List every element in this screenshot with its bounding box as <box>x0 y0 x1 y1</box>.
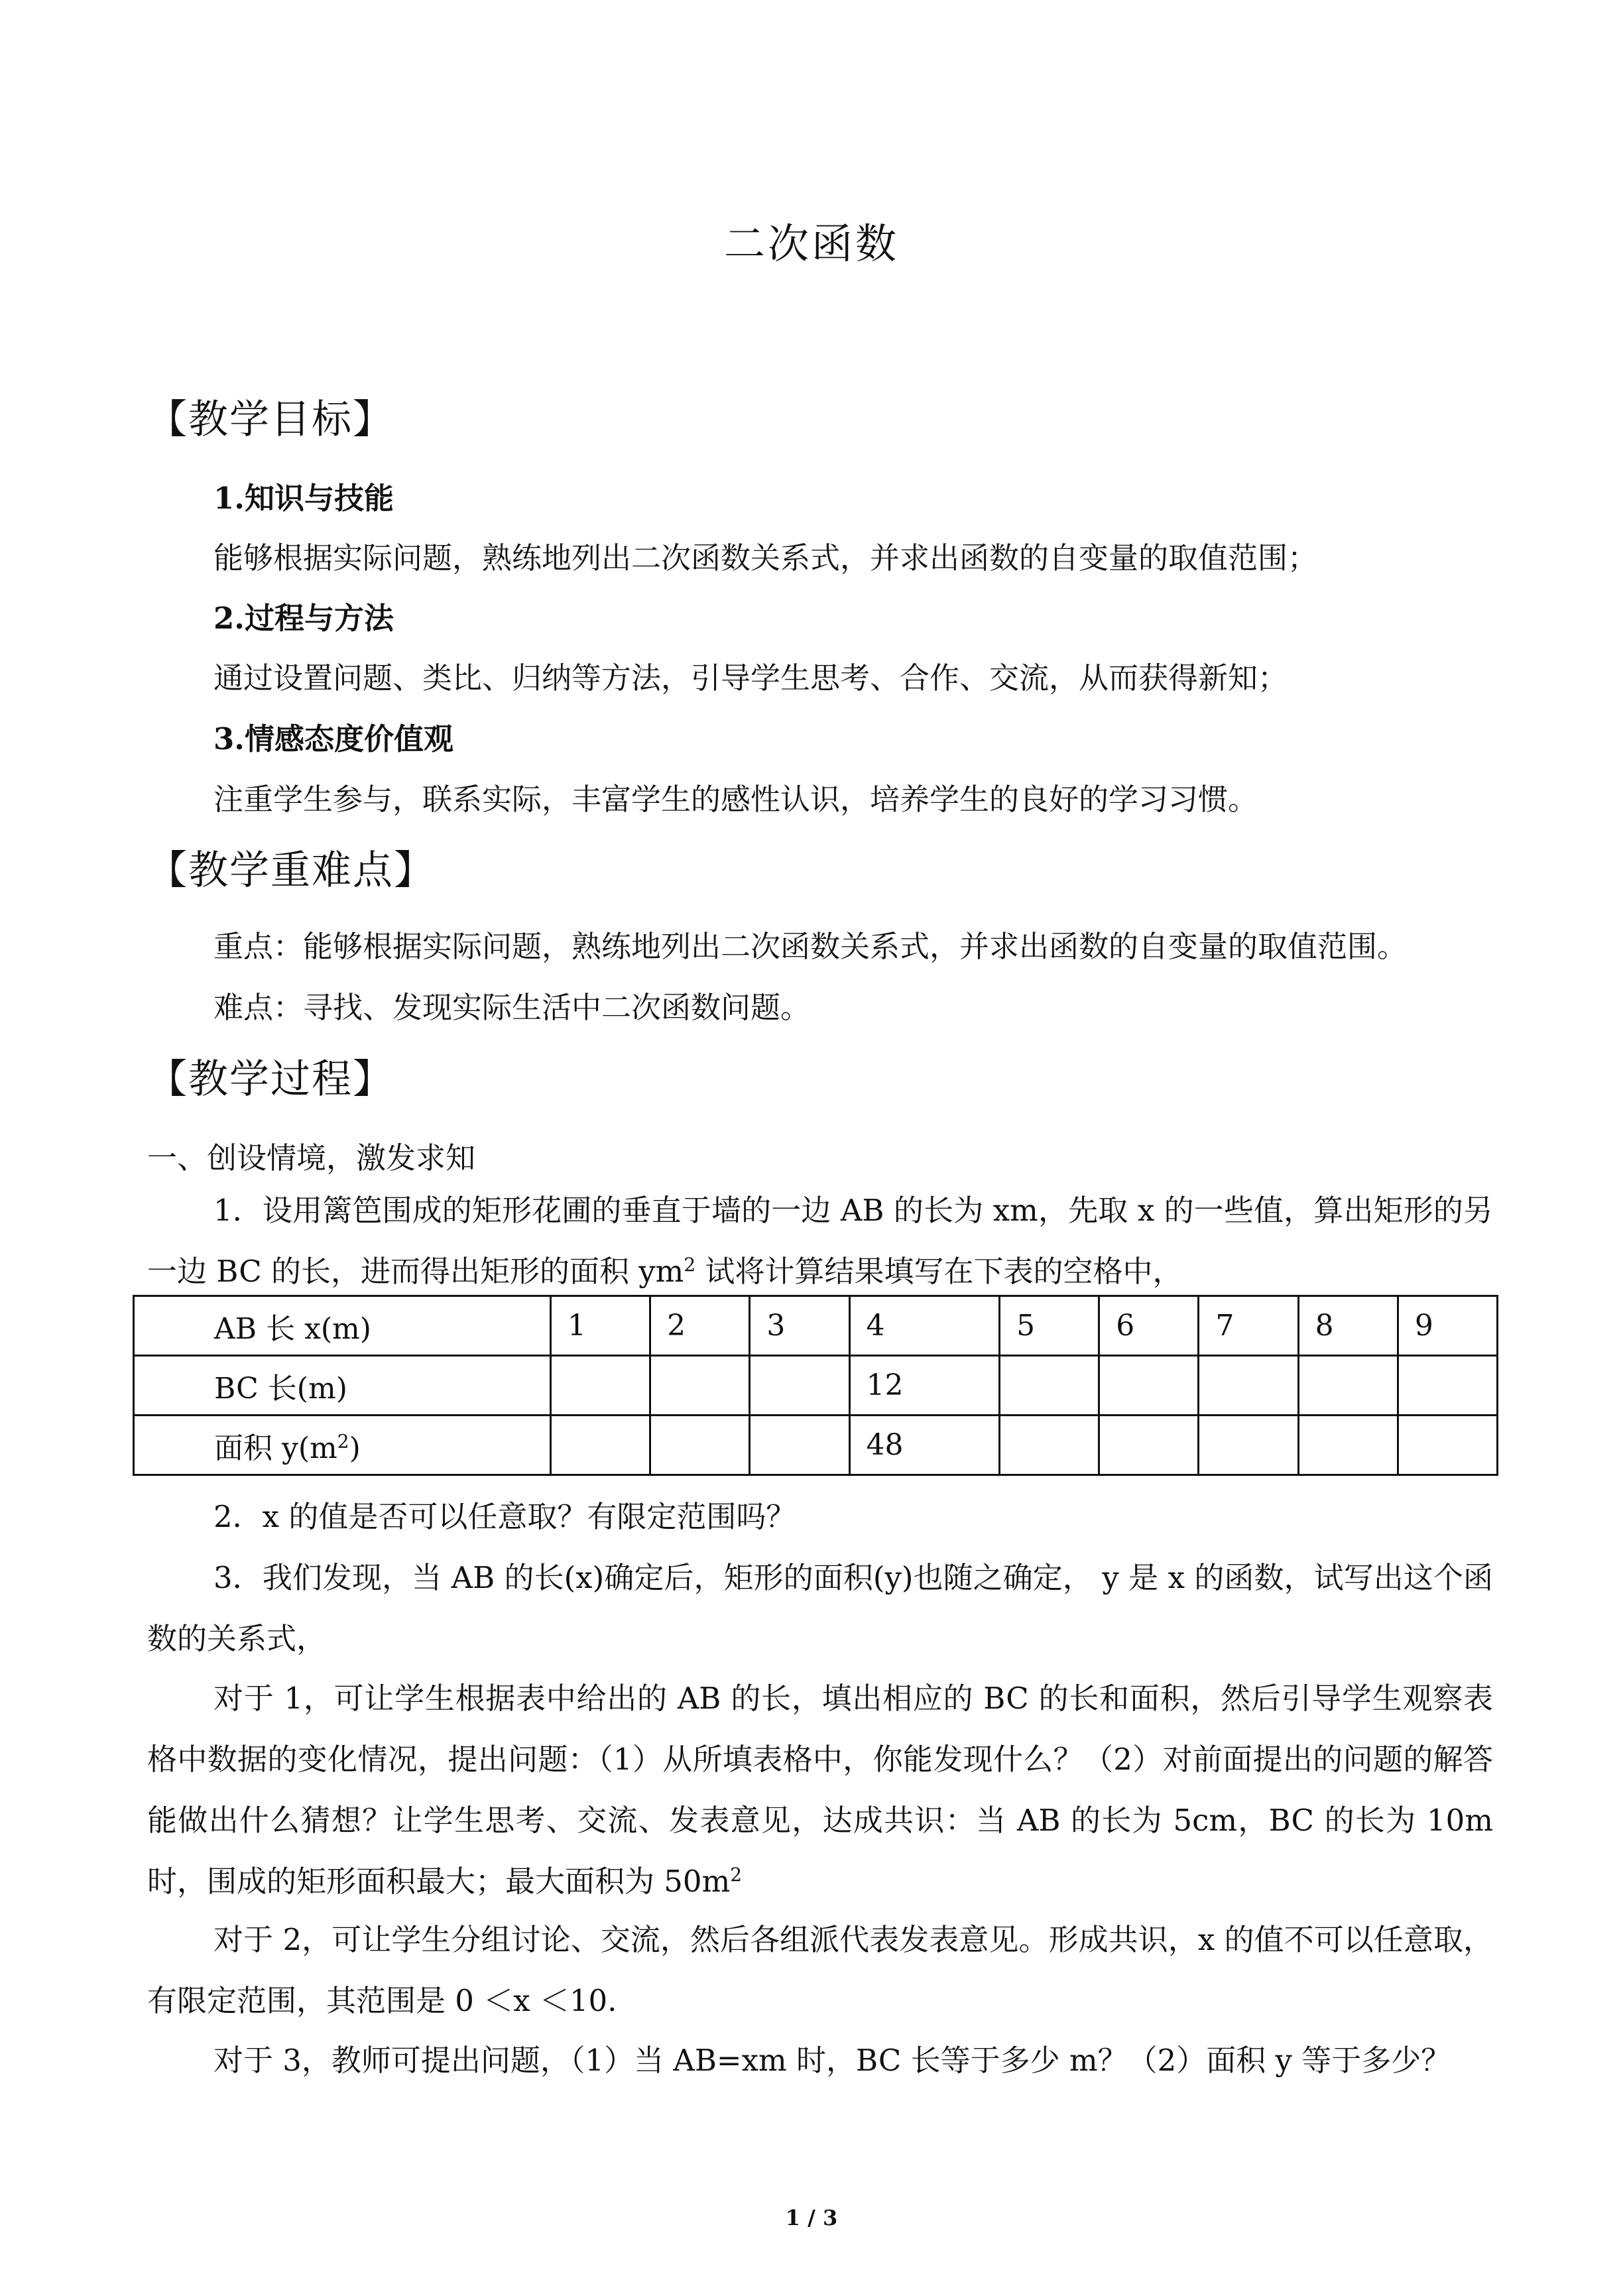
table-cell <box>750 1416 849 1475</box>
paragraph-1: 1．设用篱笆围成的矩形花圃的垂直于墙的一边 AB 的长为 xm，先取 x 的一些值，算出矩形的另一边 BC 的长，进而得出矩形的面积 $ym^2$ 试将计算结果填写在下表的空格中， <box>147 1193 1493 1289</box>
paragraph-5: 对于 2，可让学生分组讨论、交流，然后各组派代表发表意见。形成共识，x 的值不可以任意取，有限定范围，其范围是 0 ＜x ＜10. <box>147 1922 1493 2018</box>
heading-teaching-objectives: 【教学目标】 <box>147 396 394 443</box>
table-cell: 7 <box>1199 1296 1298 1356</box>
table-cell: 5 <box>1000 1296 1099 1356</box>
table-cell <box>1298 1416 1398 1475</box>
objective-2-title: 2.过程与方法 <box>213 601 394 636</box>
table-cell <box>650 1356 750 1416</box>
heading-key-difficult-points: 【教学重难点】 <box>147 847 435 894</box>
objective-2-text: 通过设置问题、类比、归纳等方法，引导学生思考、合作、交流，从而获得新知； <box>213 660 1288 695</box>
table-cell <box>551 1356 650 1416</box>
table-cell <box>1298 1356 1398 1416</box>
table-cell: 9 <box>1398 1296 1497 1356</box>
table-cell: 1 <box>551 1296 650 1356</box>
table-cell <box>551 1416 650 1475</box>
table-row <box>134 1296 1498 1356</box>
table-cell <box>650 1416 750 1475</box>
page-number: 1 / 3 <box>785 2205 838 2230</box>
table-cell <box>750 1356 849 1416</box>
table-cell <box>1099 1356 1199 1416</box>
table-cell <box>1199 1416 1298 1475</box>
part-1-title: 一、创设情境，激发求知 <box>147 1140 476 1176</box>
table-cell <box>1000 1416 1099 1475</box>
paragraph-6: 对于 3，教师可提出问题，（1）当 AB=xm 时，BC 长等于多少 m？（2）面积 y 等于多少？ <box>213 2043 1451 2078</box>
paragraph-2: 2．x 的值是否可以任意取？有限定范围吗？ <box>213 1499 796 1534</box>
table-cell: 8 <box>1298 1296 1398 1356</box>
table-cell: 6 <box>1099 1296 1199 1356</box>
paragraph-4: 对于 1，可让学生根据表中给出的 AB 的长，填出相应的 BC 的长和面积，然后引导学生观察表格中数据的变化情况，提出问题：（1）从所填表格中，你能发现什么？（2）对前面提出的问题的解答能做出什么猜想？让学生思考、交流、发表意见，达成共识：当 AB 的长为 5cm，BC 的长为 10m 时，围成的矩形面积最大；最大面积为 $50m^2$ <box>147 1681 1493 1899</box>
objective-1-title: 1.知识与技能 <box>213 481 394 516</box>
table-cell <box>1199 1356 1298 1416</box>
table-cell <box>1000 1356 1099 1416</box>
heading-teaching-process: 【教学过程】 <box>147 1056 394 1103</box>
table-cell: 12 <box>849 1356 1000 1416</box>
key-point: 重点：能够根据实际问题，熟练地列出二次函数关系式，并求出函数的自变量的取值范围。 <box>213 929 1408 964</box>
objective-1-text: 能够根据实际问题，熟练地列出二次函数关系式，并求出函数的自变量的取值范围； <box>213 540 1318 575</box>
table-cell: 48 <box>849 1416 1000 1475</box>
table-row <box>134 1356 1498 1416</box>
table-cell: 4 <box>849 1296 1000 1356</box>
objective-3-text: 注重学生参与，联系实际，丰富学生的感性认识，培养学生的良好的学习习惯。 <box>213 782 1258 817</box>
table-row-label: BC 长(m) <box>134 1356 551 1416</box>
paragraph-3: 3．我们发现，当 AB 的长(x)确定后，矩形的面积(y)也随之确定， y 是 x 的函数，试写出这个函数的关系式， <box>147 1560 1493 1656</box>
table-row <box>134 1416 1498 1475</box>
table-cell: 2 <box>650 1296 750 1356</box>
table-cell <box>1099 1416 1199 1475</box>
table-cell: 3 <box>750 1296 849 1356</box>
difficult-point: 难点：寻找、发现实际生活中二次函数问题。 <box>213 990 811 1025</box>
table-cell <box>1398 1356 1497 1416</box>
table-row-label: 面积 $y(m^2)$ <box>134 1416 551 1475</box>
objective-3-title: 3.情感态度价值观 <box>213 721 453 756</box>
data-table <box>133 1295 1498 1476</box>
document-title: 二次函数 <box>723 219 899 268</box>
table-row-label: AB 长 x(m) <box>134 1296 551 1356</box>
table-cell <box>1398 1416 1497 1475</box>
